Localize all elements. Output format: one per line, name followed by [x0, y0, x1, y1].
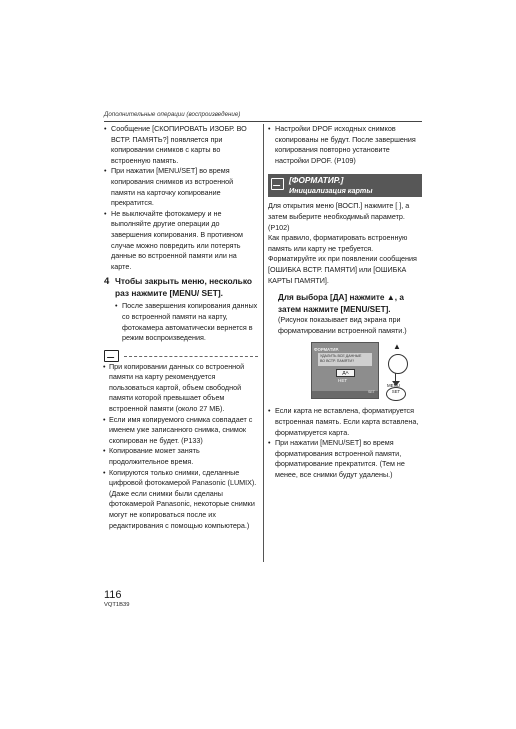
- note-divider: [104, 350, 258, 362]
- step-note: (Рисунок показывает вид экрана при форматировании встроенной памяти.): [278, 315, 407, 335]
- camera-lcd: [311, 342, 379, 399]
- section-title: [ФОРМАТИР.]: [289, 175, 344, 186]
- note-icon: [271, 178, 284, 190]
- lcd-message: [318, 353, 372, 366]
- list-item: • После завершения копирования данных со встроенной памяти на карту, фотокамера автоматически вернется в режим воспроизведения.: [115, 301, 258, 343]
- column-divider: [263, 124, 264, 562]
- lcd-title: ФОРМАТИР.: [314, 347, 339, 353]
- list-item: • Настройки DPOF исходных снимков скопированы не будут. После завершения копирования повторно установите настройки DPOF. (P109): [268, 124, 422, 166]
- document-code: VQT1B39: [104, 602, 130, 608]
- step-title: Для выбора [ДА] нажмите ▲, а затем нажмите [MENU/SET].: [278, 293, 404, 314]
- list-item: • При копировании данных со встроенной памяти на карту рекомендуется пользоваться картой, объем свободной памяти которой превышает объем встроенной памяти (около 27 МБ).: [104, 362, 258, 415]
- list-item: • Если имя копируемого снимка совпадает с именем уже записанного снимка, снимок скопирован не будет. (P133): [104, 415, 258, 447]
- list-item: • При нажатии [MENU/SET] во время копирования снимков из встроенной памяти на карточку копирование прекратится.: [104, 166, 258, 208]
- lcd-message-line: ВО ВСТР. ПАМЯТИ?: [320, 358, 355, 363]
- lcd-yes-option: ДА: [336, 369, 355, 377]
- up-arrow-icon: ▲: [393, 342, 401, 352]
- list-item: • Копируются только снимки, сделанные цифровой фотокамерой Panasonic (LUMIX).: [104, 468, 258, 489]
- header-rule: [104, 121, 422, 122]
- running-header: Дополнительные операции (воспроизведение): [104, 111, 241, 118]
- lcd-footer-label: SET: [368, 389, 375, 394]
- dashed-line: [124, 356, 258, 357]
- note-icon: [104, 350, 119, 362]
- step-4: [104, 276, 258, 299]
- screen-illustration: [268, 342, 422, 402]
- list-item: • Если карта не вставлена, форматируется встроенная память. Если карта вставлена, форматируется карта.: [268, 406, 422, 438]
- paragraph: Для открытия меню [ВОСП.] нажмите [ ], а затем выберите необходимый параметр. (P102): [268, 201, 410, 232]
- menu-label: MENU: [387, 383, 400, 389]
- menu-set-button-icon: [386, 387, 406, 401]
- left-column: [104, 124, 258, 531]
- list-item: • При нажатии [MENU/SET] во время форматирования встроенной памяти, форматирование прекратится. (Тем не менее, все снимки будут удалены.): [268, 438, 422, 480]
- lcd-no-option: НЕТ: [338, 378, 348, 384]
- menu-set-label: SET: [391, 389, 401, 395]
- right-column: [268, 124, 422, 480]
- section-banner: [268, 174, 422, 197]
- section-subtitle: Инициализация карты: [289, 186, 373, 196]
- cursor-dial-icon: [388, 354, 408, 374]
- page-number: 116: [104, 589, 122, 601]
- paragraph: Как правило, форматировать встроенную память или карту не требуется. Форматируйте их при появлении сообщения [ОШИБКА ВСТР. ПАМЯТИ] или [ОШИБКА КАРТЫ ПАМЯТИ].: [268, 233, 417, 285]
- step-number: 4: [104, 276, 110, 288]
- list-item: • Не выключайте фотокамеру и не выполняйте другие операции до завершения копирования. В противном случае можно повредить или потерять данные во встроенной памяти или на карте.: [104, 209, 258, 273]
- list-item: • Сообщение [СКОПИРОВАТЬ ИЗОБР. ВО ВСТР. ПАМЯТЬ?] появляется при копировании снимков с карты во встроенную память.: [104, 124, 258, 166]
- list-item: • Копирование может занять продолжительное время.: [104, 446, 258, 467]
- lcd-message-line: УДАЛИТЬ ВСЕ ДАННЫЕ: [320, 354, 362, 359]
- step-4-details: [104, 301, 258, 343]
- note-continuation: (Даже если снимки были сделаны фотокамерой Panasonic, некоторые снимки могут не копироваться после их редактирования с помощью компьютера.): [109, 488, 255, 530]
- step-title: Чтобы закрыть меню, несколько раз нажмите [MENU/ SET].: [115, 276, 253, 298]
